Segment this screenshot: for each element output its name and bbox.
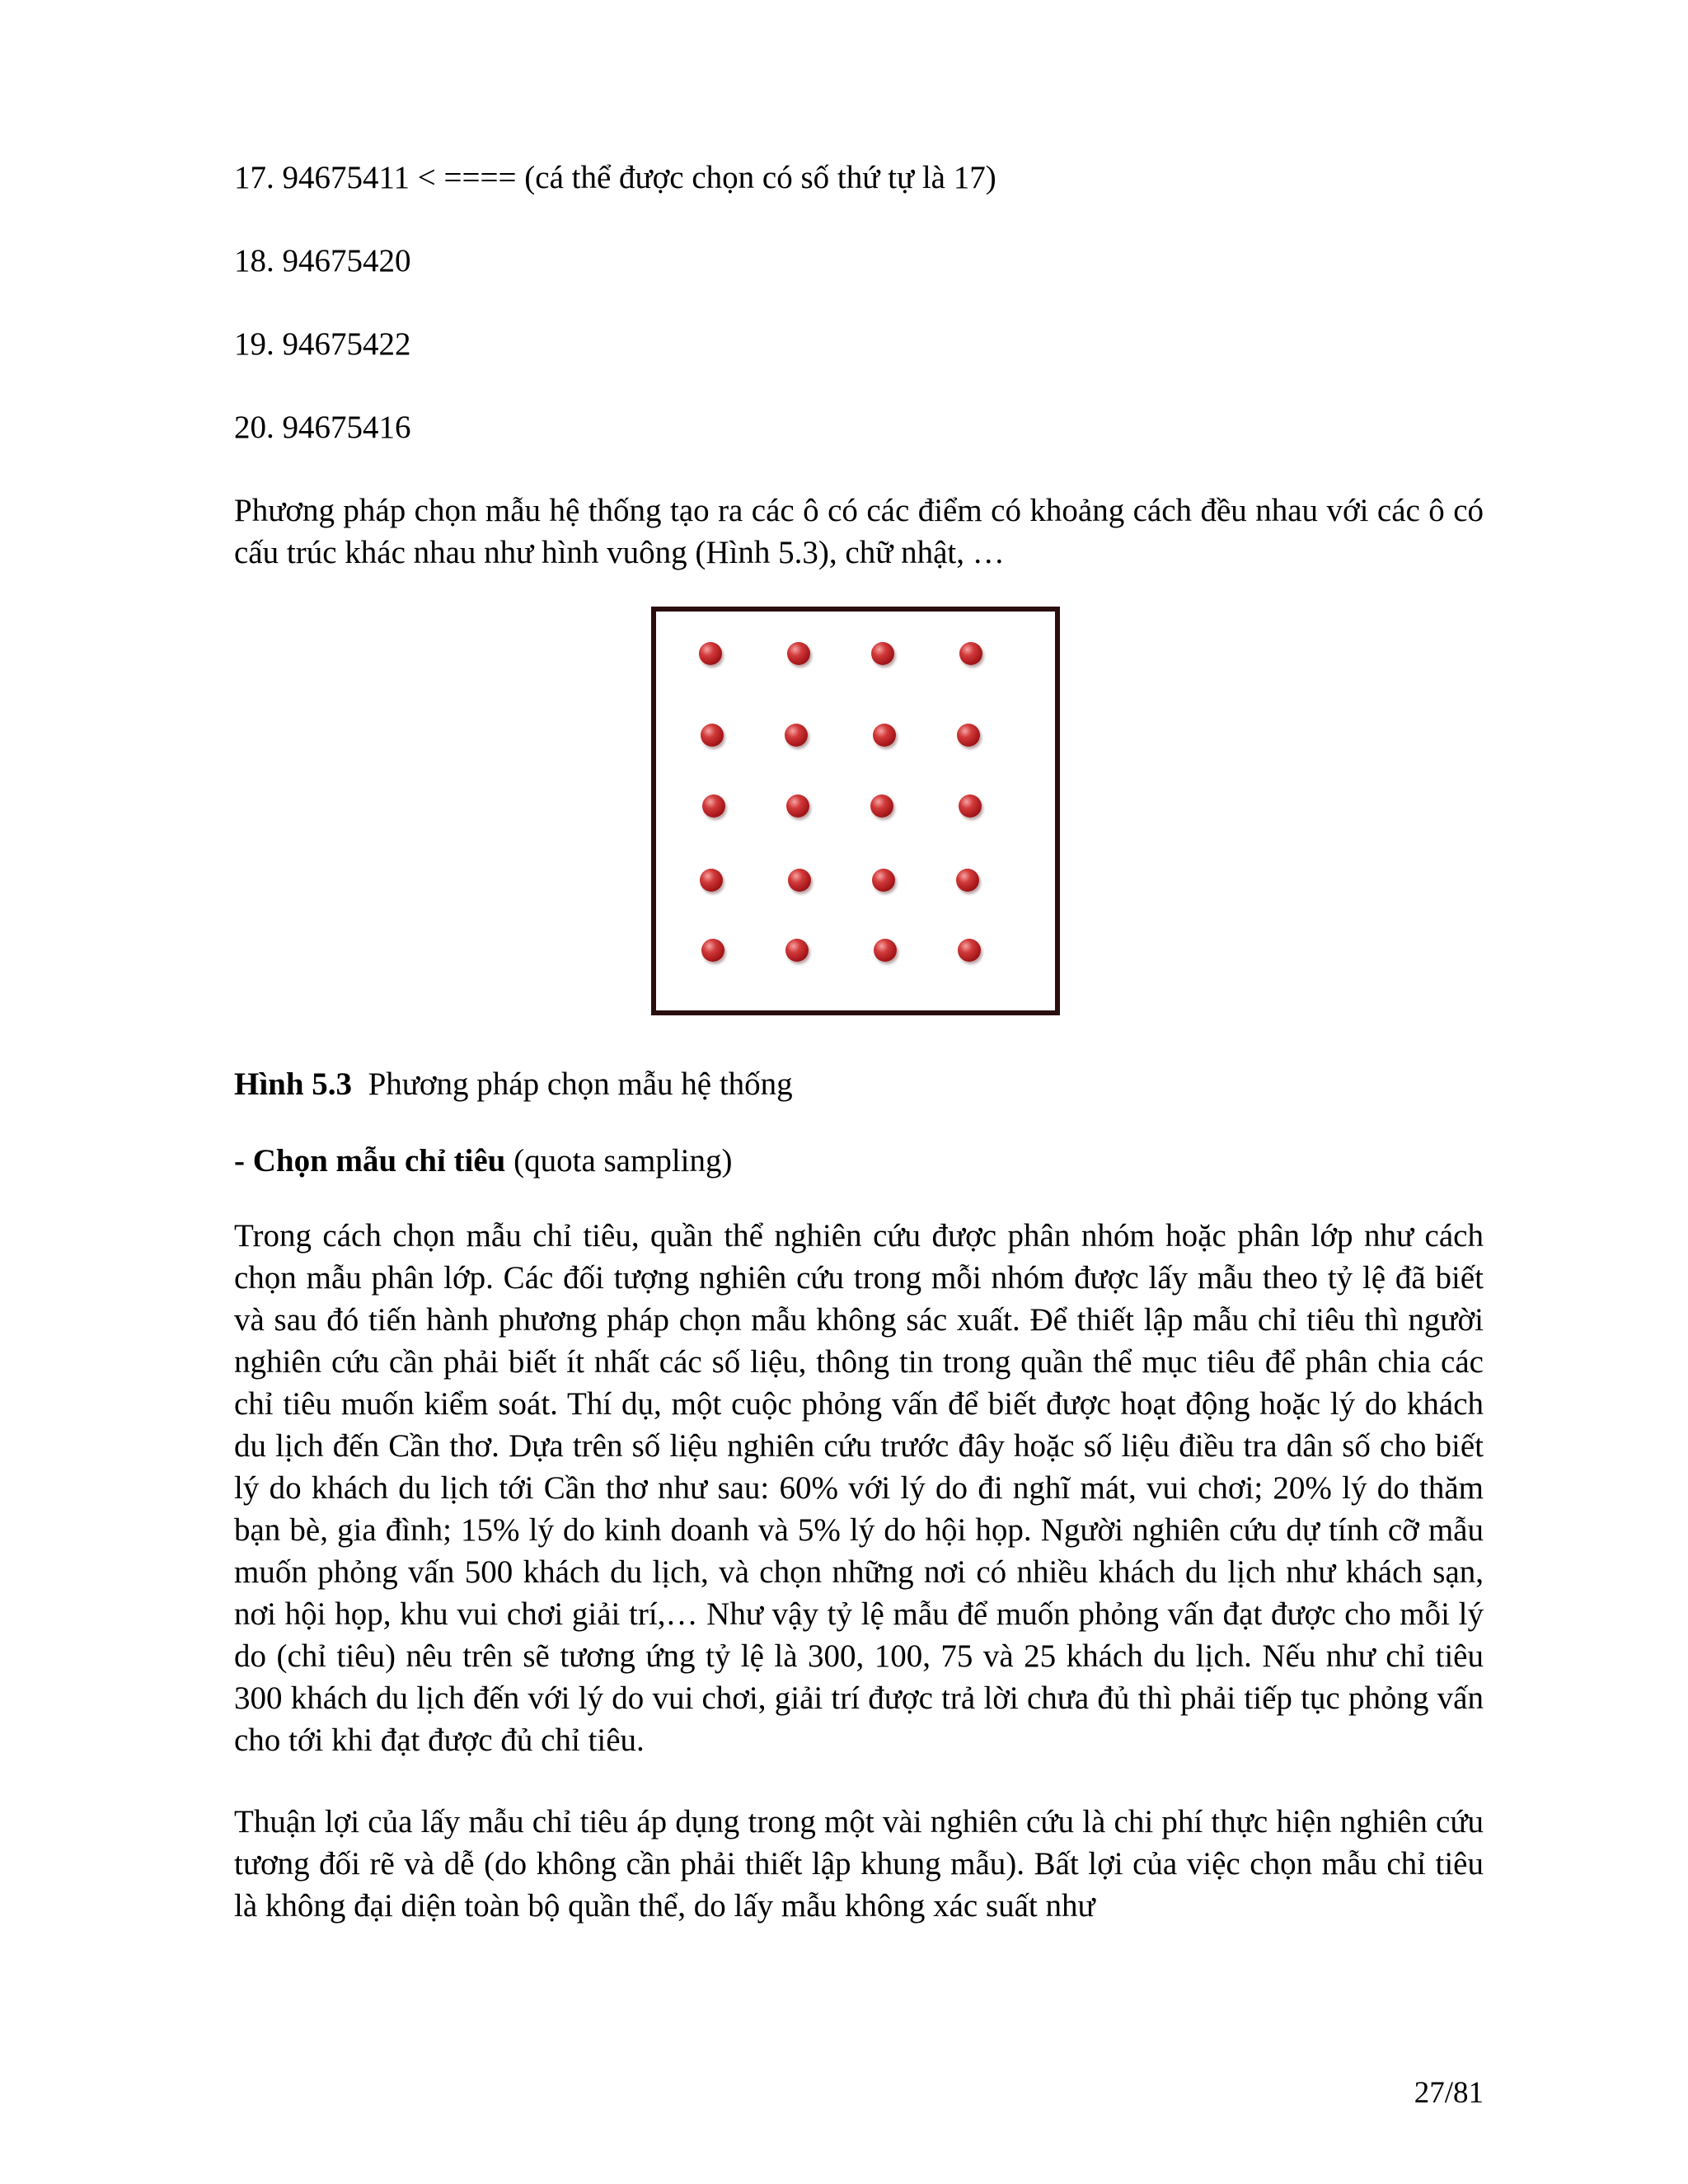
sample-point-r4-c3 xyxy=(872,869,895,892)
sample-point-r3-c2 xyxy=(786,794,809,818)
sample-point-r5-c2 xyxy=(785,939,809,962)
sample-point-r1-c1 xyxy=(699,642,722,665)
sample-point-r5-c4 xyxy=(958,939,981,962)
sample-point-r5-c3 xyxy=(874,939,897,962)
section-heading xyxy=(234,1140,1484,1182)
page-content xyxy=(234,157,1484,1966)
sample-point-r3-c1 xyxy=(702,794,725,818)
section-heading-bold: - Chọn mẫu chỉ tiêu xyxy=(234,1143,506,1179)
numbered-line-19: 19. 94675422 xyxy=(234,326,411,362)
numbered-line-20: 20. 94675416 xyxy=(234,410,411,445)
numbered-line-18: 18. 94675420 xyxy=(234,243,411,279)
systematic-sampling-grid xyxy=(651,607,1060,1015)
intro-paragraph: Phương pháp chọn mẫu hệ thống tạo ra các ô có các điểm có khoảng cách đều nhau với các ô có cấu trúc khác nhau như hình vuông (Hình 5.3), chữ nhật, … xyxy=(234,493,1484,570)
paragraph-quota-sampling: Trong cách chọn mẫu chỉ tiêu, quần thể nghiên cứu được phân nhóm hoặc phân lớp như cách chọn mẫu phân lớp. Các đối tượng nghiên cứu trong mỗi nhóm được lấy mẫu theo tỷ lệ đã biết và sau đó tiến hành phương pháp chọn mẫu không sác xuất. Để thiết lập mẫu chỉ tiêu thì người nghiên cứu cần phải biết ít nhất các số liệu, thông tin trong quần thể mục tiêu để phân chia các chỉ tiêu muốn kiểm soát. Thí dụ, một cuộc phỏng vấn để biết được hoạt động hoặc lý do khách du lịch đến Cần thơ. Dựa trên số liệu nghiên cứu trước đây hoặc số liệu điều tra dân số cho biết lý do khách du lịch tới Cần thơ như sau: 60% với lý do đi nghĩ mát, vui chơi; 20% lý do thăm bạn bè, gia đình; 15% lý do kinh doanh và 5% lý do hội họp. Người nghiên cứu dự tính cỡ mẫu muốn phỏng vấn 500 khách du lịch, và chọn những nơi có nhiều khách du lịch như khách sạn, nơi hội họp, khu vui chơi giải trí,… Như vậy tỷ lệ mẫu để muốn phỏng vấn đạt được cho mỗi lý do (chỉ tiêu) nêu trên sẽ tương ứng tỷ lệ là 300, 100, 75 và 25 khách du lịch. Nếu như chỉ tiêu 300 khách du lịch đến với lý do vui chơi, giải trí được trả lời chưa đủ thì phải tiếp tục phỏng vấn cho tới khi đạt được đủ chỉ tiêu. xyxy=(234,1218,1484,1758)
sample-point-r3-c4 xyxy=(959,794,982,818)
paragraph-advantages: Thuận lợi của lấy mẫu chỉ tiêu áp dụng trong một vài nghiên cứu là chi phí thực hiện nghiên cứu tương đối rẽ và dễ (do không cần phải thiết lập khung mẫu). Bất lợi của việc chọn mẫu chỉ tiêu là không đại diện toàn bộ quần thể, do lấy mẫu không xác suất như xyxy=(234,1804,1484,1924)
sample-point-r5-c1 xyxy=(701,939,724,962)
sample-point-r2-c2 xyxy=(785,724,808,747)
sample-point-r4-c2 xyxy=(788,869,811,892)
sample-point-r3-c3 xyxy=(870,794,893,818)
section-heading-normal: (quota sampling) xyxy=(513,1143,733,1179)
sample-point-r1-c4 xyxy=(959,642,982,665)
sample-point-r2-c4 xyxy=(957,724,980,747)
caption-label: Hình 5.3 xyxy=(234,1066,353,1102)
numbered-line-17: 17. 94675411 < ==== (cá thể được chọn có số thứ tự là 17) xyxy=(234,160,996,195)
sample-point-r4-c4 xyxy=(956,869,979,892)
sample-point-r2-c1 xyxy=(701,724,724,747)
figure-5-3 xyxy=(234,607,1484,1029)
page-number: 27/81 xyxy=(1414,2076,1484,2110)
sample-point-r1-c2 xyxy=(787,642,810,665)
sample-point-r2-c3 xyxy=(873,724,896,747)
sample-point-r4-c1 xyxy=(700,869,723,892)
sample-point-r1-c3 xyxy=(871,642,894,665)
figure-caption xyxy=(234,1063,1484,1105)
caption-text: Phương pháp chọn mẫu hệ thống xyxy=(368,1066,793,1102)
